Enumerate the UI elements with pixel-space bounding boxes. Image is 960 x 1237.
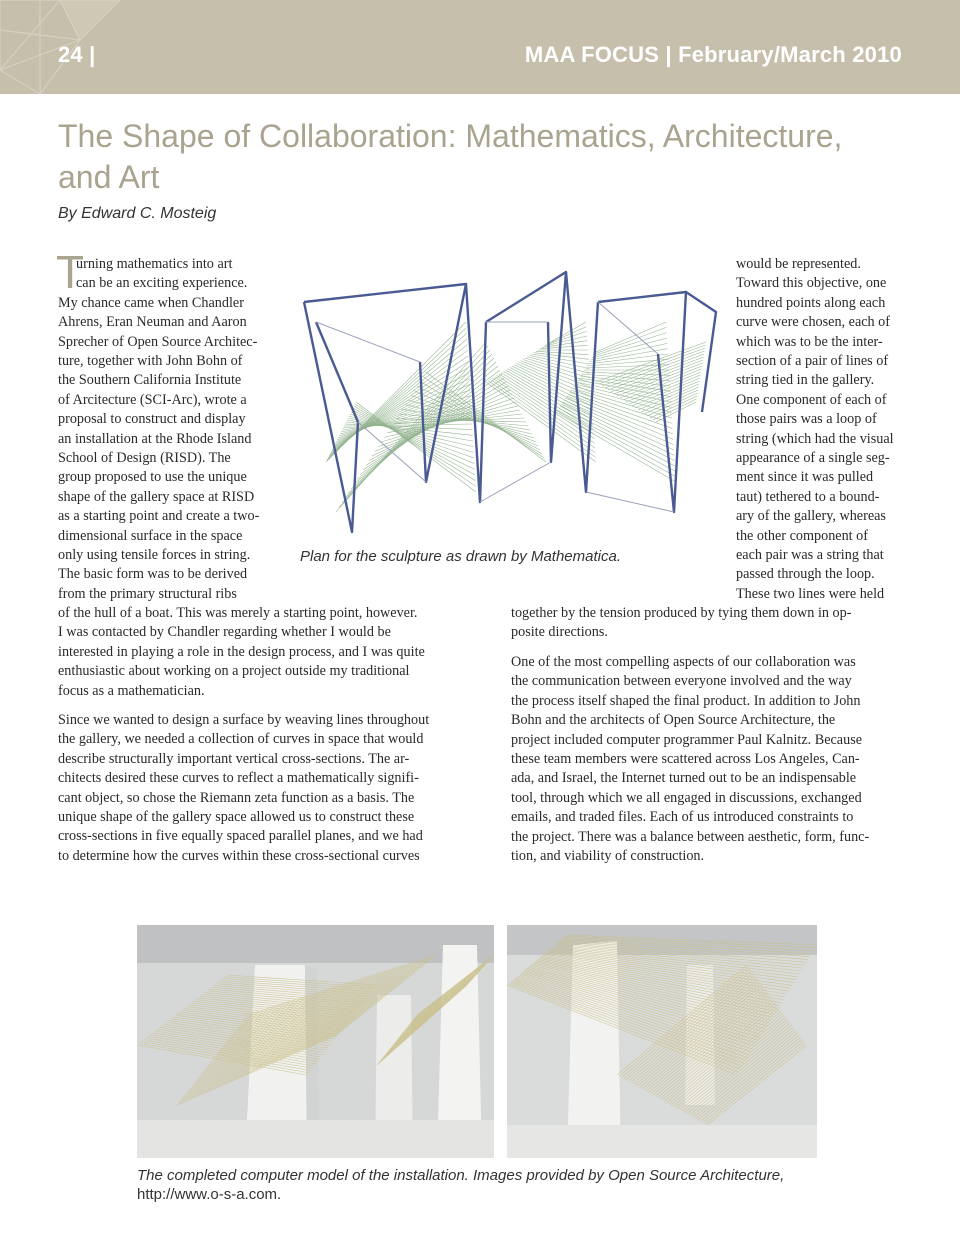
text-line: of the hull of a boat. This was merely a starting point, however. xyxy=(58,605,418,621)
text-line: chitects desired these curves to reflect a mathematically signifi- xyxy=(58,770,419,787)
text-line: the Southern California Institute xyxy=(58,372,242,389)
text-line: describe structurally important vertical cross-sections. The ar- xyxy=(58,750,410,767)
text-line: the other component of xyxy=(736,527,868,544)
text-line: cant object, so chose the Riemann zeta function as a basis. The xyxy=(58,789,415,806)
text-line: enthusiastic about working on a project outside my traditional xyxy=(58,663,410,680)
text-line: which was to be the inter- xyxy=(736,333,883,350)
text-line: hundred points along each xyxy=(736,294,886,311)
text-line: would be represented. xyxy=(736,256,861,272)
string-line xyxy=(545,336,588,346)
article-title-line2: and Art xyxy=(58,159,160,195)
sculpture-plan-figure xyxy=(296,262,726,544)
text-line: an installation at the Rhode Island xyxy=(58,430,252,447)
text-line: Ahrens, Eran Neuman and Aaron xyxy=(58,314,247,331)
gallery-frame-thin-edges xyxy=(316,302,674,512)
bottom-caption-text: The completed computer model of the installation. Images provided by Open Source Architecture, xyxy=(137,1167,785,1184)
text-line: urning mathematics into art xyxy=(76,256,233,272)
text-line: tion, and viability of construction. xyxy=(511,848,705,864)
installation-render-left xyxy=(137,925,494,1158)
bottom-caption-url: http://www.o-s-a.com. xyxy=(137,1186,282,1203)
text-line: project included computer programmer Paul Kalnitz. Because xyxy=(511,731,863,748)
text-line: those pairs was a loop of xyxy=(736,411,877,428)
top-figure-caption: Plan for the sculpture as drawn by Mathematica. xyxy=(300,548,621,565)
text-line: ary of the gallery, whereas xyxy=(736,508,886,525)
text-line: taut) tethered to a bound- xyxy=(736,488,880,505)
installation-render-left-drawing xyxy=(137,925,494,1158)
text-line: School of Design (RISD). The xyxy=(58,450,231,466)
string-line xyxy=(355,404,476,486)
drop-cap: T xyxy=(56,246,85,298)
text-line: My chance came when Chandler xyxy=(58,294,244,311)
decorative-polyhedron-graphic xyxy=(0,0,260,94)
text-line: appearance of a single seg- xyxy=(736,450,890,466)
text-line: Since we wanted to design a surface by weaving lines throughout xyxy=(58,712,430,728)
publication-name: MAA FOCUS | February/March 2010 xyxy=(524,42,902,67)
string-line xyxy=(348,418,473,447)
text-line: ment since it was pulled xyxy=(736,469,874,486)
text-line: the project. There was a balance between aesthetic, form, func- xyxy=(511,828,870,845)
text-line: tool, through which we all engaged in discussions, exchanged xyxy=(511,789,862,806)
text-line: dimensional surface in the space xyxy=(58,527,243,544)
text-line: Toward this objective, one xyxy=(736,275,887,292)
text-line: to determine how the curves within these cross-sectional curves xyxy=(58,847,420,864)
string-line xyxy=(536,351,589,354)
gallery-frame-outline xyxy=(304,272,716,532)
text-line: section of a pair of lines of xyxy=(736,353,889,369)
text-line: One component of each of xyxy=(736,391,887,408)
text-line: ture, together with John Bohn of xyxy=(58,353,243,369)
text-line: string (which had the visual xyxy=(736,430,894,447)
text-line: as a starting point and create a two- xyxy=(58,508,260,525)
text-line: The basic form was to be derived xyxy=(58,566,248,583)
page-header xyxy=(0,0,960,94)
text-line: One of the most compelling aspects of our collaboration was xyxy=(511,654,856,670)
string-line xyxy=(349,416,474,452)
installation-render-right xyxy=(507,925,817,1158)
text-line: string tied in the gallery. xyxy=(736,372,875,389)
text-line: the communication between everyone involved and the way xyxy=(511,673,852,690)
text-line: each pair was a string that xyxy=(736,547,884,563)
string-line xyxy=(602,348,705,386)
text-line: the process itself shaped the final product. In addition to John xyxy=(511,692,861,709)
text-line: of Arcitecture (SCI-Arc), wrote a xyxy=(58,391,247,408)
string-line xyxy=(595,327,667,354)
text-line: Sprecher of Open Source Architec- xyxy=(58,333,258,350)
text-line: interested in playing a role in the design process, and I was quite xyxy=(58,643,425,660)
text-line: together by the tension produced by tying them down in op- xyxy=(511,605,852,621)
string-surface-lines xyxy=(326,322,706,512)
text-line: the gallery, we needed a collection of curves in space that would xyxy=(58,731,424,748)
text-line: emails, and traded files. Each of us introduced constraints to xyxy=(511,809,854,826)
string-line xyxy=(551,322,586,342)
text-line: proposal to construct and display xyxy=(58,411,246,428)
text-line: focus as a mathematician. xyxy=(58,682,205,699)
string-line xyxy=(540,345,587,348)
page-number: 24 | xyxy=(58,42,96,67)
text-line: These two lines were held xyxy=(736,585,885,602)
string-line xyxy=(521,361,591,388)
text-line: cross-sections in five equally spaced parallel planes, and we had xyxy=(58,828,423,845)
string-line xyxy=(632,378,700,406)
text-line: unique shape of the gallery space allowed us to construct these xyxy=(58,809,415,825)
text-line: these team members were scattered across Los Angeles, Can- xyxy=(511,751,860,767)
text-line: passed through the loop. xyxy=(736,566,875,583)
installation-render-right-drawing xyxy=(507,925,817,1158)
text-line: posite directions. xyxy=(511,624,608,641)
text-line: only using tensile forces in string. xyxy=(58,547,251,563)
text-line: I was contacted by Chandler regarding whether I would be xyxy=(58,624,391,641)
article-title xyxy=(58,116,918,198)
string-line xyxy=(599,345,706,384)
article-title-line1: The Shape of Collaboration: Mathematics, Architecture, xyxy=(58,118,843,154)
text-line: shape of the gallery space at RISD xyxy=(58,488,255,505)
text-line: from the primary structural ribs xyxy=(58,585,237,602)
text-line: Bohn and the architects of Open Source Architecture, the xyxy=(511,712,836,729)
string-line xyxy=(556,412,676,482)
text-line: can be an exciting experience. xyxy=(76,275,248,292)
text-line: ada, and Israel, the Internet turned out to be an indispensable xyxy=(511,770,857,787)
string-line xyxy=(516,363,591,396)
bottom-figure-caption xyxy=(137,1166,837,1204)
article-byline: By Edward C. Mosteig xyxy=(58,205,217,222)
text-line: curve were chosen, each of xyxy=(736,314,891,331)
text-line: group proposed to use the unique xyxy=(58,469,247,486)
